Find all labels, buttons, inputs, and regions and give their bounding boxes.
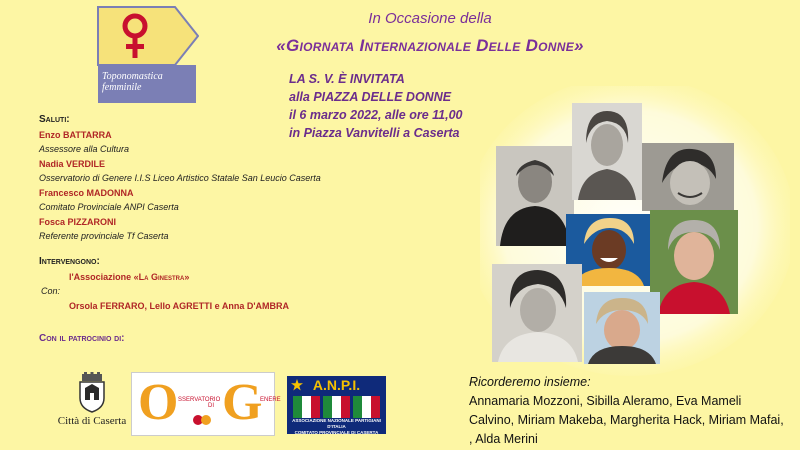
portrait-photo [584, 292, 660, 364]
ricorderemo-names: Annamaria Mozzoni, Sibilla Aleramo, Eva Mameli Calvino, Miriam Makeba, Margherita Hack, Miriam Mafai, , Alda Merini [469, 394, 784, 446]
anpi-footer-line2: COMITATO PROVINCIALE DI CASERTA [294, 430, 379, 435]
header-occasion: In Occasione della [368, 10, 492, 27]
person-last-name: VERDILE [66, 158, 106, 169]
city-name: Città di Caserta [57, 415, 127, 427]
person-role: Osservatorio di Genere I.I.S Liceo Artistico Statale San Leucio Caserta [39, 173, 321, 183]
og-letter-g: G [222, 374, 263, 431]
invite-line-4: in Piazza Vanvitelli a Caserta [289, 126, 460, 140]
patrocinio-label: Con il patrocinio di: [39, 333, 125, 344]
person-first-name: Francesco [39, 187, 85, 198]
header-event-title: «Giornata Internazionale Delle Donne» [276, 36, 584, 55]
saluti-label: Saluti: [39, 114, 70, 125]
assoc-prefix: l'Associazione « [69, 271, 139, 282]
person-first-name: Fosca [39, 216, 66, 227]
portrait-photo [650, 210, 738, 314]
intervengono-label: Intervengono: [39, 256, 100, 267]
logo-caption [99, 68, 195, 102]
logo-caption-line2: femminile [102, 82, 142, 93]
portrait-photo [642, 143, 734, 211]
city-caserta-logo [52, 372, 132, 442]
og-small-left: SSERVATORIO [178, 397, 221, 403]
og-small-mid: DI [208, 403, 214, 409]
person-last-name: PIZZARONI [67, 216, 117, 227]
anpi-footer-line1: ASSOCIAZIONE NAZIONALE PARTIGIANI D'ITALIA [292, 418, 381, 429]
og-emblem-icon [192, 413, 212, 427]
italian-flags-icon [293, 396, 380, 418]
osservatorio-genere-logo [131, 372, 281, 436]
portrait-photo [492, 264, 582, 362]
saluti-section [39, 113, 321, 244]
ricorderemo-section [469, 373, 789, 449]
anpi-footer [287, 418, 386, 436]
anpi-title: A.N.P.I. [312, 377, 361, 393]
portrait-photo [572, 103, 642, 200]
logo-caption-line1: Toponomastica [102, 71, 163, 82]
saluti-person [39, 157, 321, 172]
person-first-name: Nadia [39, 158, 64, 169]
og-letter-o: O [138, 374, 179, 431]
person-role: Comitato Provinciale ANPI Caserta [39, 202, 179, 212]
association-line [39, 270, 289, 285]
ricorderemo-title: Ricorderemo insieme: [469, 375, 591, 389]
intervengono-section [39, 255, 289, 313]
invite-line-3: il 6 marzo 2022, alle ore 11,00 [289, 108, 463, 122]
saluti-person [39, 215, 321, 230]
con-label: Con: [41, 286, 61, 296]
person-role: Assessore alla Cultura [39, 144, 130, 154]
invite-line-2: alla PIAZZA DELLE DONNE [289, 90, 452, 104]
saluti-person [39, 128, 321, 143]
person-last-name: BATTARRA [63, 129, 112, 140]
speakers-line: Orsola FERRARO, Lello AGRETTI e Anna D'AMBRA [69, 300, 289, 311]
og-small-right: ENERE [260, 397, 281, 403]
assoc-name: La Ginestra [138, 271, 185, 282]
person-last-name: MADONNA [86, 187, 134, 198]
person-role: Referente provinciale Tf Caserta [39, 231, 169, 241]
city-crest-icon [76, 372, 108, 414]
assoc-suffix: » [184, 271, 190, 282]
invite-line-1: LA S. V. È INVITATA [289, 72, 405, 86]
person-first-name: Enzo [39, 129, 61, 140]
portrait-photo [496, 146, 574, 246]
portrait-collage [480, 86, 790, 376]
anpi-logo [287, 376, 386, 434]
saluti-person [39, 186, 321, 201]
